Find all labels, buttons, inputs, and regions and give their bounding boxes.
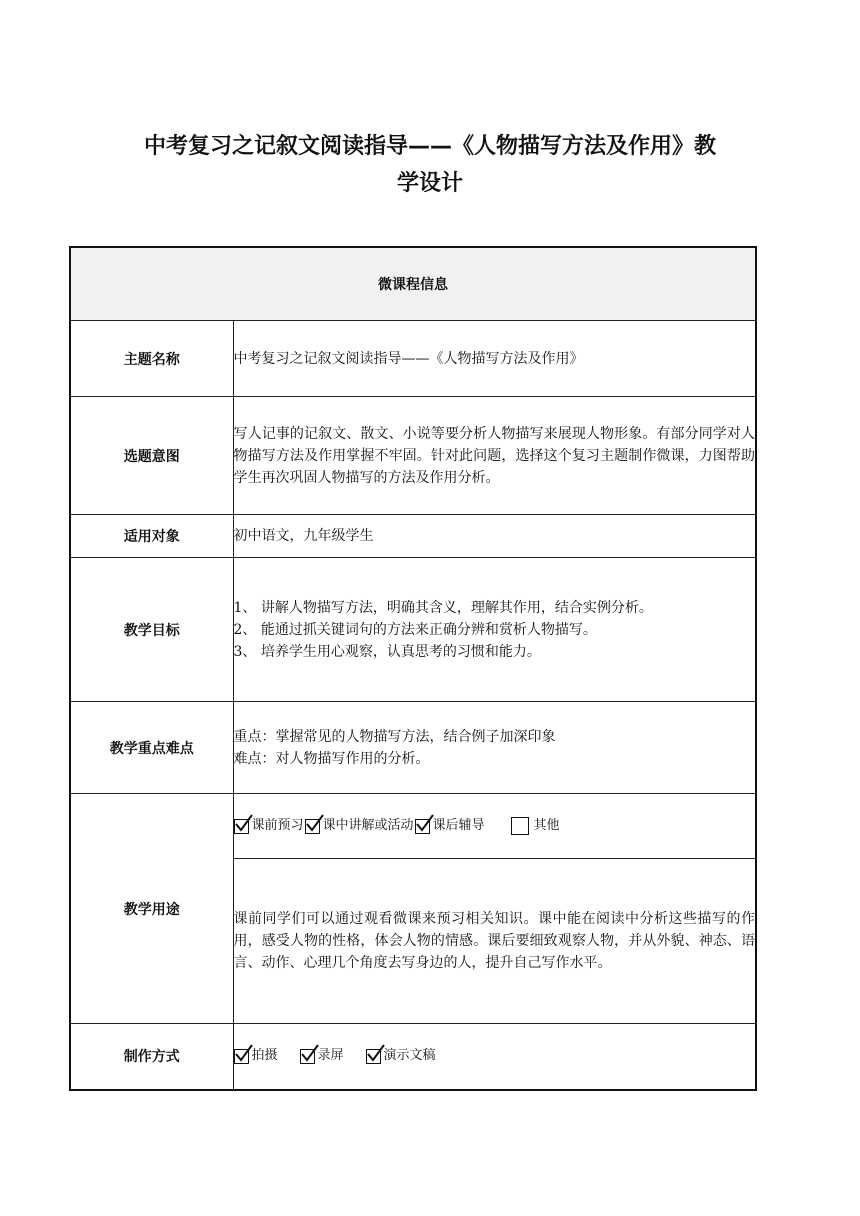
checkbox-checked-icon bbox=[234, 1049, 249, 1064]
checkbox-presentation[interactable] bbox=[366, 1045, 436, 1067]
checkbox-label: 演示文稿 bbox=[383, 1048, 436, 1064]
checkbox-label: 课后辅导 bbox=[432, 818, 485, 833]
label-goals: 教学目标 bbox=[70, 558, 233, 702]
row-topic bbox=[70, 321, 756, 397]
document-title-line-2: 学设计 bbox=[396, 171, 463, 196]
key-point-focus: 重点：掌握常见的人物描写方法，结合例子加深印象 bbox=[233, 728, 556, 745]
row-usage-options bbox=[70, 794, 756, 859]
row-intent bbox=[70, 397, 756, 515]
checkbox-label: 课前预习 bbox=[251, 818, 304, 833]
checkbox-label: 课中讲解或活动 bbox=[322, 818, 414, 833]
label-topic: 主题名称 bbox=[70, 321, 233, 397]
checkbox-screen-recording[interactable] bbox=[300, 1045, 344, 1067]
checkbox-label: 其他 bbox=[533, 818, 560, 833]
document-title-line-1: 中考复习之记叙文阅读指导——《人物描写方法及作用》教 bbox=[143, 134, 716, 159]
label-key-points: 教学重点难点 bbox=[70, 702, 233, 794]
checkbox-after-class[interactable] bbox=[415, 815, 485, 837]
goal-item-3: 3、 培养学生用心观察，认真思考的习惯和能力。 bbox=[233, 643, 541, 660]
goal-item-2: 2、 能通过抓关键词句的方法来正确分辨和赏析人物描写。 bbox=[233, 621, 597, 638]
label-production: 制作方式 bbox=[70, 1024, 233, 1090]
table-header-row bbox=[70, 247, 756, 321]
usage-options bbox=[233, 794, 756, 859]
value-intent: 写人记事的记叙文、散文、小说等要分析人物描写来展现人物形象。有部分同学对人物描写方法及作用掌握不牢固。针对此问题，选择这个复习主题制作微课，力图帮助学生再次巩固人物描写的方法及作用分析。 bbox=[233, 397, 756, 515]
value-key-points bbox=[233, 702, 756, 794]
checkbox-label: 拍摄 bbox=[251, 1048, 278, 1064]
checkbox-checked-icon bbox=[300, 1049, 315, 1064]
table-header: 微课程信息 bbox=[70, 247, 756, 321]
value-topic: 中考复习之记叙文阅读指导——《人物描写方法及作用》 bbox=[233, 321, 756, 397]
row-production bbox=[70, 1024, 756, 1090]
production-options bbox=[233, 1024, 756, 1090]
goal-item-1: 1、 讲解人物描写方法，明确其含义，理解其作用，结合实例分析。 bbox=[233, 599, 653, 616]
document-title bbox=[100, 128, 760, 202]
key-point-difficulty: 难点：对人物描写作用的分析。 bbox=[233, 750, 430, 767]
value-goals bbox=[233, 558, 756, 702]
checkbox-checked-icon bbox=[305, 819, 320, 834]
row-key-points bbox=[70, 702, 756, 794]
checkbox-checked-icon bbox=[234, 819, 249, 834]
label-usage: 教学用途 bbox=[70, 794, 233, 1024]
checkbox-other[interactable] bbox=[511, 815, 560, 837]
value-usage-description: 课前同学们可以通过观看微课来预习相关知识。课中能在阅读中分析这些描写的作用，感受人物的性格，体会人物的情感。课后要细致观察人物，并从外貌、神态、语言、动作、心理几个角度去写身边的人，提升自己写作水平。 bbox=[233, 859, 756, 1024]
label-intent: 选题意图 bbox=[70, 397, 233, 515]
value-audience: 初中语文，九年级学生 bbox=[233, 515, 756, 558]
checkbox-checked-icon bbox=[415, 819, 430, 834]
checkbox-filming[interactable] bbox=[234, 1045, 278, 1067]
label-audience: 适用对象 bbox=[70, 515, 233, 558]
row-audience bbox=[70, 515, 756, 558]
checkbox-preview[interactable] bbox=[234, 815, 304, 837]
checkbox-unchecked-icon bbox=[511, 817, 529, 835]
course-info-table bbox=[69, 246, 757, 1091]
row-goals bbox=[70, 558, 756, 702]
checkbox-label: 录屏 bbox=[317, 1048, 344, 1064]
checkbox-checked-icon bbox=[366, 1049, 381, 1064]
checkbox-in-class[interactable] bbox=[305, 815, 414, 837]
